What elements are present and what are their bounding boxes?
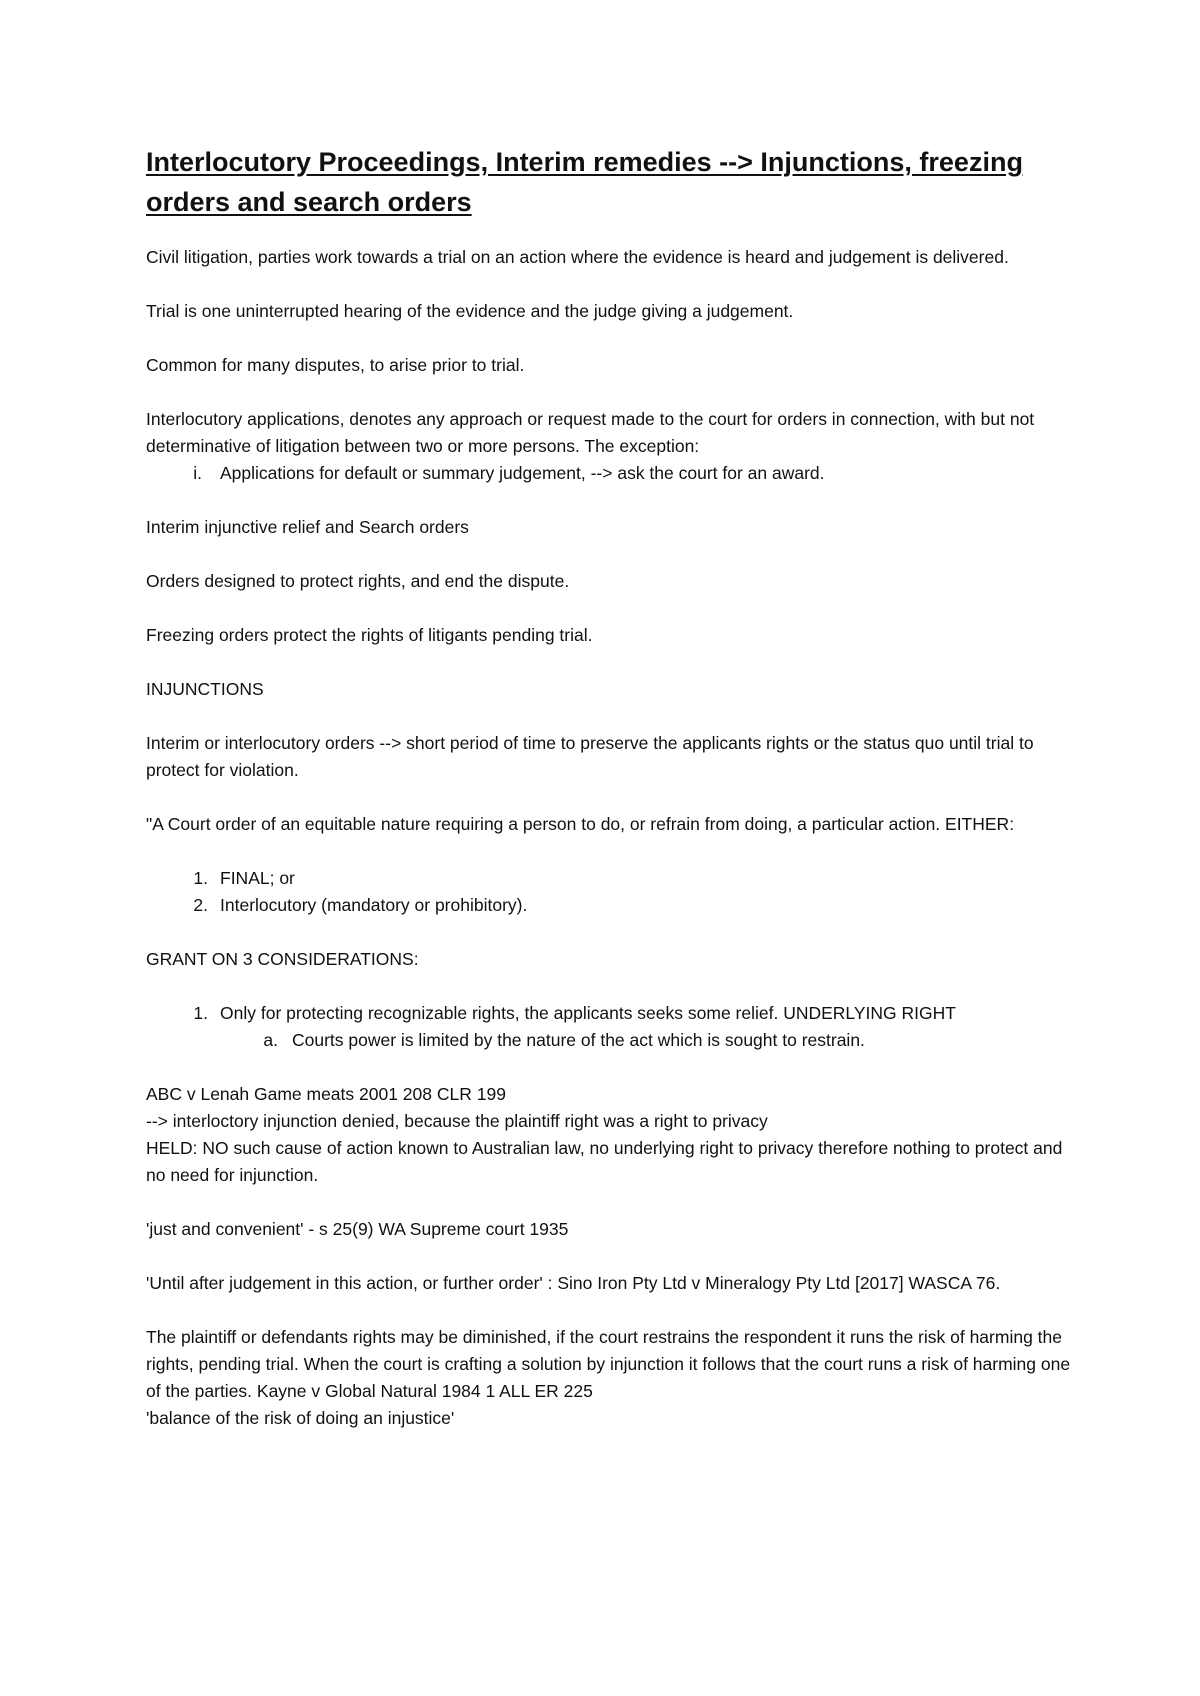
paragraph-interlocutory-applications: Interlocutory applications, denotes any approach or request made to the court for orders in connection, with but not determinative of litigation between two or more persons. The exception:: [146, 409, 1035, 456]
list-subitem: [146, 1027, 1076, 1054]
paragraph-freezing-orders: Freezing orders protect the rights of litigants pending trial.: [146, 625, 593, 645]
list-item: [146, 1000, 1076, 1027]
case-held: HELD: NO such cause of action known to Australian law, no underlying right to privacy therefore nothing to protect and no need for injunction.: [146, 1138, 1063, 1185]
list-marker: 1.: [193, 1003, 208, 1023]
list-item-text: FINAL; or: [220, 868, 295, 888]
list-item: [146, 865, 1076, 892]
list-item-text: Applications for default or summary judgement, --> ask the court for an award.: [220, 463, 825, 483]
list-marker: i.: [193, 463, 202, 483]
document-body: [146, 142, 1076, 1459]
paragraph-disputes: Common for many disputes, to arise prior to trial.: [146, 355, 525, 375]
list-item-text: Courts power is limited by the nature of the act which is sought to restrain.: [292, 1030, 865, 1050]
paragraph-civil-litigation: Civil litigation, parties work towards a trial on an action where the evidence is heard and judgement is delivered.: [146, 247, 1009, 267]
paragraph-orders-designed: Orders designed to protect rights, and end the dispute.: [146, 571, 570, 591]
heading-injunctions: INJUNCTIONS: [146, 679, 264, 699]
quote-balance-of-risk: 'balance of the risk of doing an injustice': [146, 1408, 455, 1428]
exception-list: [146, 460, 1076, 487]
paragraph-interim-orders: Interim or interlocutory orders --> short period of time to preserve the applicants rights or the status quo until trial to protect for violation.: [146, 733, 1034, 780]
list-marker: a.: [263, 1030, 278, 1050]
heading-grant-considerations: GRANT ON 3 CONSIDERATIONS:: [146, 949, 419, 969]
paragraph-text: The plaintiff or defendants rights may be diminished, if the court restrains the respondent it runs the risk of harming the rights, pending trial. When the court is crafting a solution by injunction it follows that the court runs a risk of harming one of the parties. Kayne v Global Natural 1984 1 ALL ER 225: [146, 1327, 1071, 1401]
document-title: Interlocutory Proceedings, Interim remedies --> Injunctions, freezing orders and search orders: [146, 147, 1023, 217]
paragraph-court-order-quote: "A Court order of an equitable nature requiring a person to do, or refrain from doing, a particular action. EITHER:: [146, 814, 1015, 834]
list-item: [146, 460, 1076, 487]
paragraph-until-after-judgement: 'Until after judgement in this action, or further order' : Sino Iron Pty Ltd v Mineralogy Pty Ltd [2017] WASCA 76.: [146, 1273, 1001, 1293]
paragraph-interim-relief: Interim injunctive relief and Search orders: [146, 517, 469, 537]
grant-list: [146, 1000, 1076, 1054]
case-abc-v-lenah: [146, 1081, 1076, 1189]
list-item-text: Interlocutory (mandatory or prohibitory).: [220, 895, 528, 915]
list-item: [146, 892, 1076, 919]
paragraph-just-and-convenient: 'just and convenient' - s 25(9) WA Supreme court 1935: [146, 1219, 569, 1239]
list-item-text: Only for protecting recognizable rights, the applicants seeks some relief. UNDERLYING RIGHT: [220, 1003, 956, 1023]
list-marker: 1.: [193, 868, 208, 888]
paragraph-trial-definition: Trial is one uninterrupted hearing of the evidence and the judge giving a judgement.: [146, 301, 794, 321]
paragraph-plaintiff-rights: [146, 1324, 1076, 1432]
either-list: [146, 865, 1076, 919]
list-marker: 2.: [193, 895, 208, 915]
case-citation: ABC v Lenah Game meats 2001 208 CLR 199: [146, 1084, 506, 1104]
case-summary: --> interloctory injunction denied, because the plaintiff right was a right to privacy: [146, 1111, 768, 1131]
